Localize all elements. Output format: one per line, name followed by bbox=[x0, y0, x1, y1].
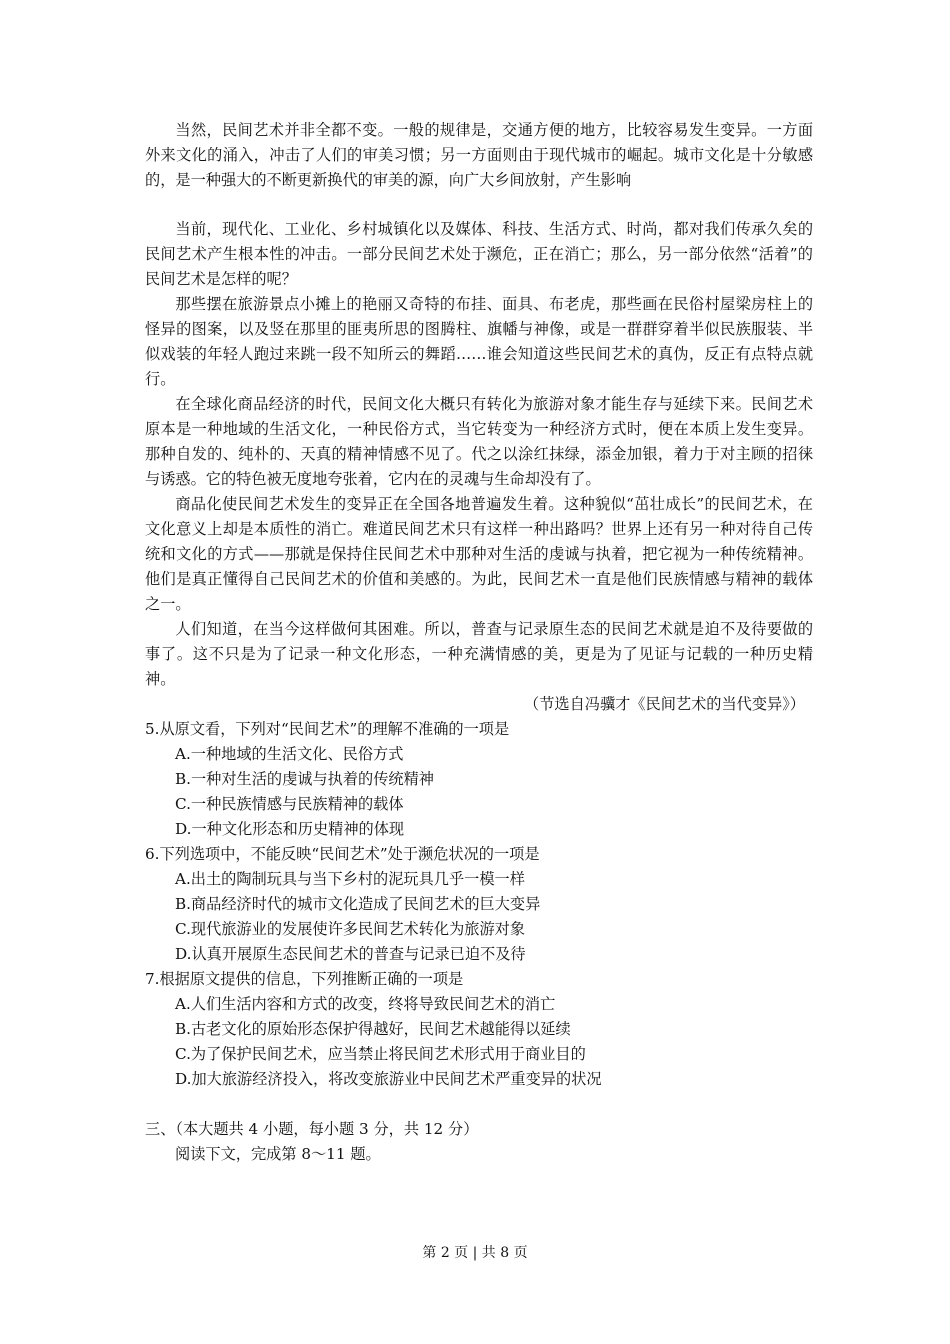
passage-source: （节选自冯骥才《民间艺术的当代变异》） bbox=[524, 695, 805, 713]
passage-paragraph-2: 当前，现代化、工业化、乡村城镇化以及媒体、科技、生活方式、时尚，都对我们传承久矣的民间艺术产生根本性的冲击。一部分民间艺术处于濒危，正在消亡；那么，另一部分依然“活着”的民间艺术是怎样的呢？ bbox=[145, 220, 813, 288]
section-instruction: 阅读下文，完成第 8～11 题。 bbox=[175, 1145, 381, 1163]
passage-paragraph-3: 那些摆在旅游景点小摊上的艳丽又奇特的布挂、面具、布老虎，那些画在民俗村屋梁房柱上的怪异的图案，以及竖在那里的匪夷所思的图腾柱、旗幡与神像，或是一群群穿着半似民族服装、半似戏装的年轻人跑过来跳一段不知所云的舞蹈……谁会知道这些民间艺术的真伪，反正有点特点就行。 bbox=[145, 295, 813, 388]
option-d: D.一种文化形态和历史精神的体现 bbox=[175, 820, 405, 838]
option-a: A.一种地域的生活文化、民俗方式 bbox=[175, 745, 404, 763]
option-a: A.出土的陶制玩具与当下乡村的泥玩具几乎一模一样 bbox=[175, 870, 525, 888]
option-b: B.商品经济时代的城市文化造成了民间艺术的巨大变异 bbox=[175, 895, 541, 913]
page-footer: 第 2 页 | 共 8 页 bbox=[422, 1245, 528, 1261]
option-a: A.人们生活内容和方式的改变，终将导致民间艺术的消亡 bbox=[175, 995, 556, 1013]
option-b: B.古老文化的原始形态保护得越好，民间艺术越能得以延续 bbox=[175, 1020, 571, 1038]
question-stem: 7.根据原文提供的信息，下列推断正确的一项是 bbox=[145, 970, 464, 988]
section-heading: 三、（本大题共 4 小题，每小题 3 分，共 12 分） bbox=[145, 1120, 479, 1138]
option-b: B.一种对生活的虔诚与执着的传统精神 bbox=[175, 770, 434, 788]
question-7 bbox=[145, 967, 813, 1092]
question-5 bbox=[145, 717, 813, 842]
passage-paragraph-6: 人们知道，在当今这样做何其困难。所以，普查与记录原生态的民间艺术就是迫不及待要做的事了。这不只是为了记录一种文化形态，一种充满情感的美，更是为了见证与记载的一种历史精神。 bbox=[145, 620, 813, 688]
option-c: C.为了保护民间艺术，应当禁止将民间艺术形式用于商业目的 bbox=[175, 1045, 586, 1063]
question-6 bbox=[145, 842, 813, 967]
question-stem: 5.从原文看，下列对“民间艺术”的理解不准确的一项是 bbox=[145, 720, 510, 738]
question-stem: 6.下列选项中，不能反映“民间艺术”处于濒危状况的一项是 bbox=[145, 845, 540, 863]
passage-paragraph-5: 商品化使民间艺术发生的变异正在全国各地普遍发生着。这种貌似“茁壮成长”的民间艺术，在文化意义上却是本质性的消亡。难道民间艺术只有这样一种出路吗？世界上还有另一种对待自己传统和文化的方式——那就是保持住民间艺术中那种对生活的虔诚与执着，把它视为一种传统精神。他们是真正懂得自己民间艺术的价值和美感的。为此，民间艺术一直是他们民族情感与精神的载体之一。 bbox=[145, 495, 813, 613]
option-c: C.现代旅游业的发展使许多民间艺术转化为旅游对象 bbox=[175, 920, 526, 938]
option-d: D.加大旅游经济投入，将改变旅游业中民间艺术严重变异的状况 bbox=[175, 1070, 602, 1088]
document-body bbox=[145, 118, 813, 1167]
option-c: C.一种民族情感与民族精神的载体 bbox=[175, 795, 404, 813]
option-d: D.认真开展原生态民间艺术的普查与记录已迫不及待 bbox=[175, 945, 526, 963]
passage-paragraph-1: 当然，民间艺术并非全都不变。一般的规律是，交通方便的地方，比较容易发生变异。一方面外来文化的涌入，冲击了人们的审美习惯；另一方面则由于现代城市的崛起。城市文化是十分敏感的，是一种强大的不断更新换代的审美的源，向广大乡间放射，产生影响 bbox=[145, 121, 813, 189]
passage-paragraph-4: 在全球化商品经济的时代，民间文化大概只有转化为旅游对象才能生存与延续下来。民间艺术原本是一种地域的生活文化，一种民俗方式，当它转变为一种经济方式时，便在本质上发生变异。那种自发的、纯朴的、天真的精神情感不见了。代之以涂红抹绿，添金加银，着力于对主顾的招徕与诱惑。它的特色被无度地夸张着，它内在的灵魂与生命却没有了。 bbox=[145, 395, 813, 488]
